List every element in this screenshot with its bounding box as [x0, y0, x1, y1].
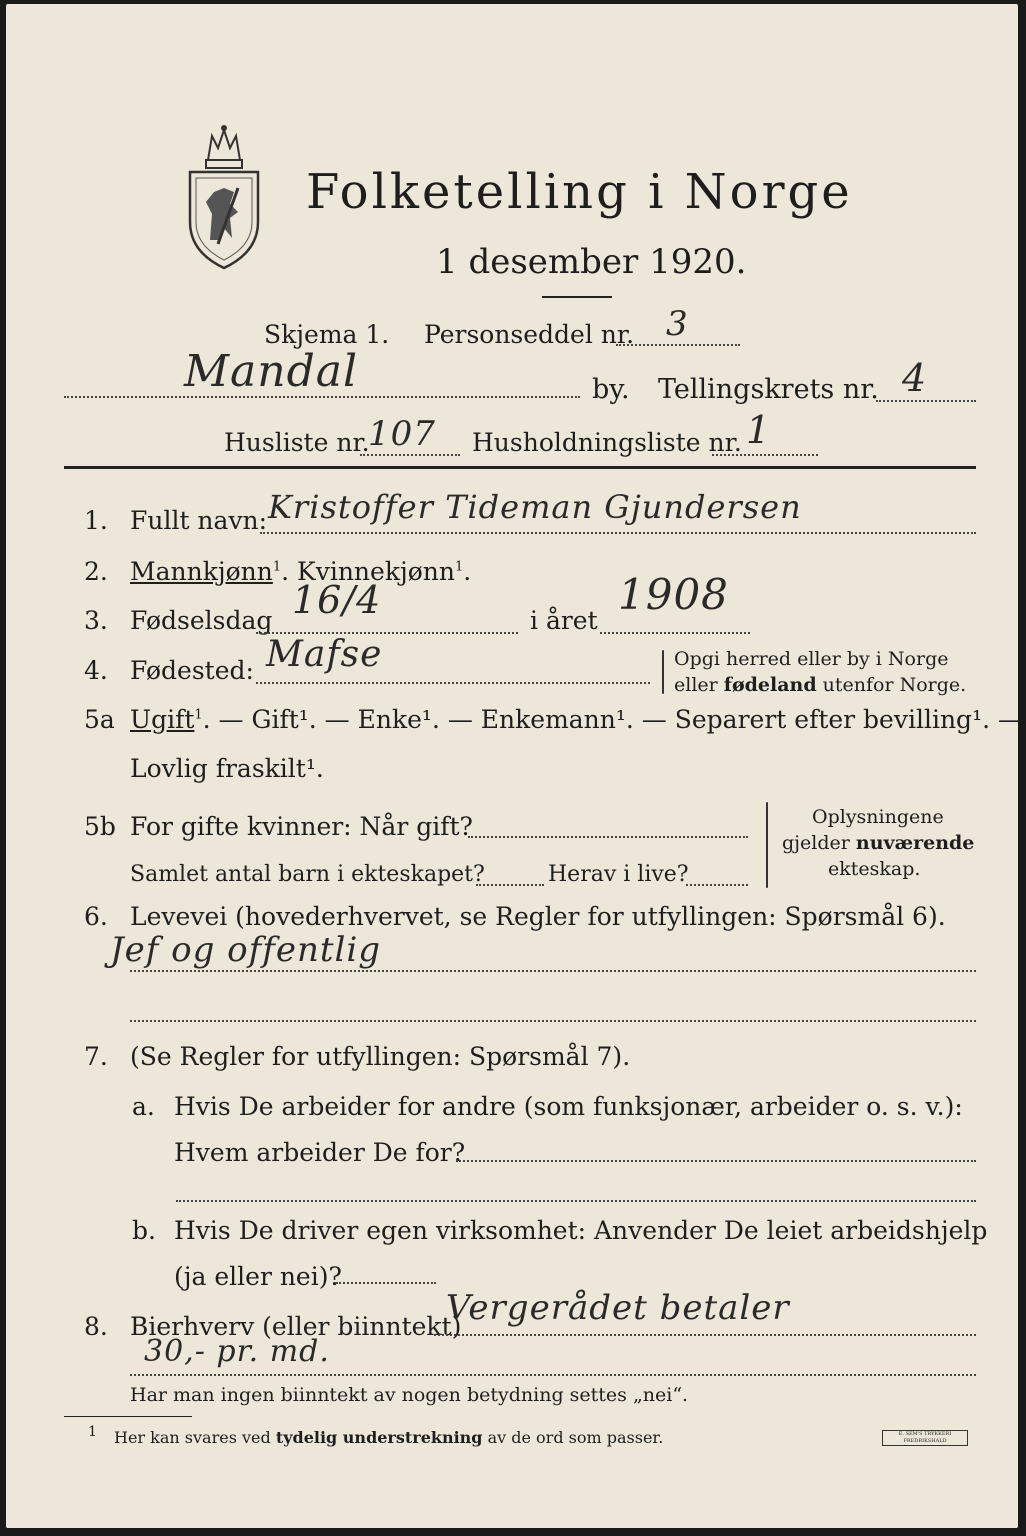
employer-field-1[interactable] [456, 1160, 976, 1162]
gender-male-option[interactable]: Mannkjønn [130, 557, 273, 586]
occupation-label: Levevei (hovederhvervet, se Regler for utfyllingen: Spørsmål 6). [130, 902, 946, 931]
marital-ugift-option[interactable]: Ugift [130, 705, 195, 734]
birthday-label: Fødselsdag [130, 606, 273, 635]
birthyear-field[interactable] [600, 632, 750, 634]
q4-number: 4. [84, 656, 108, 685]
q3-number: 3. [84, 606, 108, 635]
form-date: 1 desember 1920. [436, 242, 747, 282]
footnote-rule [64, 1416, 192, 1417]
hired-help-label: (ja eller nei)? [174, 1262, 342, 1291]
tellingskrets-value: 4 [902, 356, 928, 400]
occupation-field-2[interactable] [130, 1020, 976, 1022]
skjema-label: Skjema 1. [264, 320, 390, 349]
side-income-field-2[interactable] [130, 1374, 976, 1376]
full-name-field[interactable] [260, 532, 976, 534]
birthplace-label: Fødested: [130, 656, 254, 685]
employer-label: Hvem arbeider De for? [174, 1138, 466, 1167]
marital-divorced-option[interactable]: Lovlig fraskilt¹. [130, 754, 324, 783]
personseddel-value: 3 [666, 304, 689, 344]
husliste-field[interactable] [360, 454, 460, 456]
side-income-field-1[interactable] [434, 1334, 976, 1336]
q1-label: Fullt navn: [130, 506, 268, 535]
side-income-value: Vergerådet betaler [446, 1288, 790, 1328]
birthplace-value: Mafse [266, 634, 383, 675]
footnote-text: Her kan svares ved tydelig understrekning av de ord som passer. [114, 1428, 664, 1447]
tellingskrets-field[interactable] [876, 400, 976, 402]
by-value: Mandal [184, 346, 359, 397]
footnote-marker: 1 [88, 1424, 97, 1440]
marriage-note-3: ekteskap. [828, 858, 921, 880]
side-income-note: Har man ingen biinntekt av nogen betydning settes „nei“. [130, 1384, 689, 1406]
employer-field-2[interactable] [176, 1200, 976, 1202]
husholdning-field[interactable] [712, 454, 818, 456]
marital-status-options: Ugift$^1$. — Gift¹. — Enke¹. — Enkemann¹. — Separert efter bevilling¹. — [130, 705, 1023, 734]
husliste-label: Husliste nr. [224, 428, 370, 457]
married-when-field[interactable] [468, 836, 748, 838]
q7b-number: b. [132, 1216, 156, 1245]
form-title: Folketelling i Norge [306, 164, 853, 220]
coat-of-arms-icon [178, 122, 270, 272]
husholdning-value: 1 [746, 408, 772, 452]
q5b-number: 5b [84, 812, 116, 841]
birthyear-label: i året [530, 606, 598, 635]
q6-number: 6. [84, 902, 108, 931]
tellingskrets-label: Tellingskrets nr. [658, 374, 879, 405]
birthplace-note-2: eller fødeland utenfor Norge. [674, 674, 967, 696]
children-total-label: Samlet antal barn i ekteskapet? [130, 862, 485, 887]
husholdning-label: Husholdningsliste nr. [472, 428, 742, 457]
q2-number: 2. [84, 557, 108, 586]
birthday-value: 16/4 [292, 578, 382, 622]
gender-options: Mannkjønn$^1$. Kvinnekjønn$^1$. [130, 557, 472, 586]
q5a-number: 5a [84, 705, 115, 734]
q8-number: 8. [84, 1312, 108, 1341]
children-total-field[interactable] [476, 884, 544, 886]
marriage-note-2: gjelder nuværende [782, 832, 975, 854]
children-alive-field[interactable] [686, 884, 748, 886]
hired-help-field[interactable] [336, 1282, 436, 1284]
census-form [6, 4, 1023, 1528]
married-when-label: For gifte kvinner: Når gift? [130, 812, 473, 841]
gender-female-option[interactable]: . Kvinnekjønn [281, 557, 455, 586]
side-income-value-2: 30,- pr. md. [144, 1334, 330, 1369]
q7a-number: a. [132, 1092, 155, 1121]
q7-number: 7. [84, 1042, 108, 1071]
by-label: by. [592, 374, 630, 405]
q7b-text: Hvis De driver egen virksomhet: Anvender De leiet arbeidshjelp [174, 1216, 988, 1245]
children-alive-label: Herav i live? [548, 862, 689, 887]
birthyear-value: 1908 [618, 570, 729, 619]
full-name-value: Kristoffer Tideman Gjundersen [268, 488, 802, 526]
occupation-field-1[interactable] [130, 970, 976, 972]
title-divider [542, 296, 612, 298]
header-rule [64, 466, 976, 469]
birthplace-brace [662, 650, 664, 694]
marriage-note-1: Oplysningene [812, 806, 944, 828]
personseddel-label: Personseddel nr. [424, 320, 635, 349]
q7a-text: Hvis De arbeider for andre (som funksjonær, arbeider o. s. v.): [174, 1092, 963, 1121]
birthplace-field[interactable] [256, 682, 650, 684]
husliste-value: 107 [368, 414, 436, 454]
side-income-label: Bierhverv (eller biinntekt) [130, 1312, 462, 1341]
q1-number: 1. [84, 506, 108, 535]
occupation-value: Jef og offentlig [110, 930, 382, 970]
q7-label: (Se Regler for utfyllingen: Spørsmål 7). [130, 1042, 631, 1071]
birthplace-note-1: Opgi herred eller by i Norge [674, 648, 949, 670]
printer-stamp: E. SEM'S TRYKKERI FREDRIKSHALD [882, 1430, 968, 1446]
personseddel-field[interactable] [616, 344, 740, 346]
marriage-brace [766, 802, 768, 888]
